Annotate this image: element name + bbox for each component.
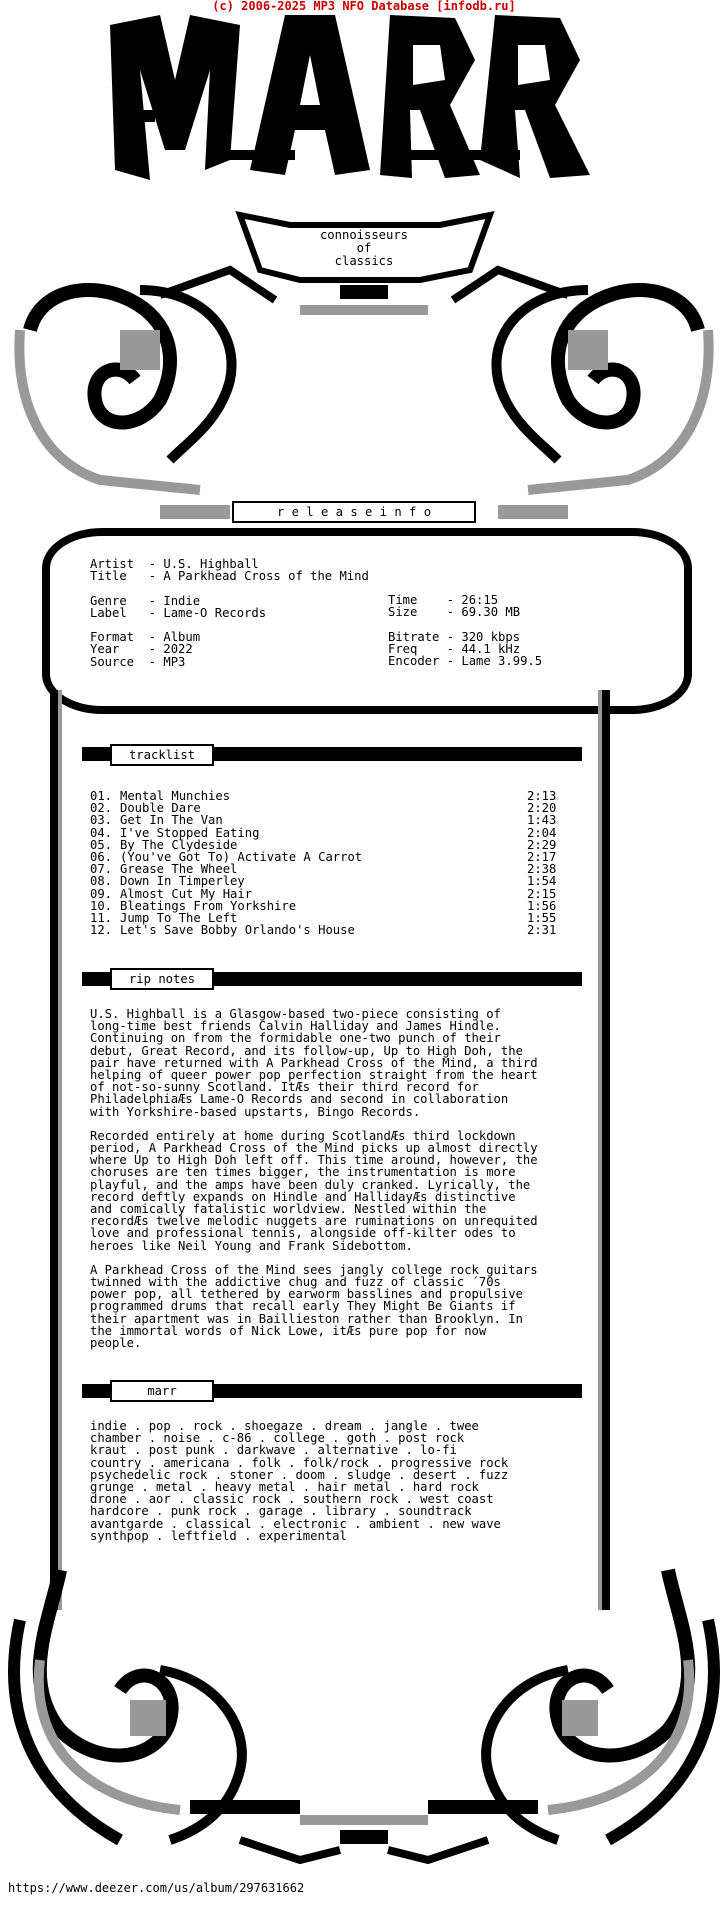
track-time: 1:56 — [527, 898, 557, 913]
track-row — [90, 814, 570, 826]
track-time: 2:29 — [527, 837, 557, 852]
track-number: 04. — [90, 825, 113, 840]
footer-url[interactable]: https://www.deezer.com/us/album/297631662 — [8, 1881, 305, 1895]
tracklist-heading: tracklist — [110, 744, 214, 766]
genre-tags: indie . pop . rock . shoegaze . dream . jangle . twee chamber . noise . c-86 . college . goth . post rock kraut . post punk . darkwave . alternative . lo-fi country . americana . folk . folk/rock . progressive rock psychedelic rock . stoner . doom . sludge . desert . fuzz grunge . metal . heavy metal . hair metal . hard rock drone . aor . classic rock . southern rock . west coast hardcore . punk rock . garage . library . soundtrack avantgarde . classical . electronic . ambient . new wave synthpop . leftfield . experimental — [90, 1419, 509, 1543]
tagline-line-2: of — [356, 241, 372, 255]
track-title: Mental Munchies — [120, 789, 231, 803]
track-number: 01. — [90, 789, 113, 803]
left-pillar-shade — [58, 690, 62, 1610]
marr-logo-art — [0, 0, 728, 560]
track-number: 06. — [90, 849, 113, 864]
track-row — [90, 924, 570, 936]
release-label: Label - Lame-O Records — [90, 605, 267, 620]
track-number: 03. — [90, 813, 113, 828]
notes-paragraph-2: Recorded entirely at home during ScotlandÆs third lockdown period, A Parkhead Cross of the Mind picks up almost directly where Up to High Doh left off. This time around, however, the choruses are ten times bigger, the instrumentation is more playful, and the amps have been duly cranked. Lyrically, the record deftly expands on Hindle and HallidayÆs distinctive and comically fatalistic worldview. Nestled within the recordÆs twelve melodic nuggets are ruminations on unrequited love and professional tennis, alongside off-kilter odes to heroes like Neil Young and Frank Sidebottom. — [90, 1128, 538, 1253]
track-title: Double Dare — [120, 801, 201, 816]
track-title: Almost Cut My Hair — [120, 886, 253, 901]
track-time: 2:15 — [527, 886, 557, 901]
release-freq: Freq - 44.1 kHz — [388, 641, 521, 656]
track-time: 2:17 — [527, 849, 557, 864]
track-row — [90, 827, 570, 839]
track-title: By The Clydeside — [120, 837, 238, 852]
release-right-col — [388, 594, 542, 667]
track-title: I've Stopped Eating — [120, 825, 260, 840]
release-title: Title - A Parkhead Cross of the Mind — [90, 569, 369, 584]
bottom-ornament-art — [0, 1560, 728, 1880]
tagline-line-1: connoisseurs — [319, 228, 409, 242]
track-time: 2:38 — [527, 862, 557, 877]
track-time: 1:43 — [527, 813, 557, 828]
track-title: Jump To The Left — [120, 910, 238, 925]
release-encoder: Encoder - Lame 3.99.5 — [388, 654, 543, 669]
logo-tagline — [280, 229, 448, 268]
bottom-ornament-left — [14, 1570, 242, 1840]
tagline-line-3: classics — [334, 254, 394, 268]
track-time: 1:54 — [527, 874, 557, 889]
release-format: Format - Album — [90, 630, 201, 645]
track-number: 02. — [90, 801, 113, 816]
track-time: 2:31 — [527, 923, 557, 938]
track-time: 2:13 — [527, 789, 557, 803]
track-time: 2:04 — [527, 825, 557, 840]
release-size: Size - 69.30 MB — [388, 605, 521, 620]
track-number: 05. — [90, 837, 113, 852]
track-row — [90, 875, 570, 887]
track-number: 12. — [90, 923, 113, 938]
right-pillar — [602, 690, 610, 1610]
rip-notes — [90, 1008, 538, 1349]
left-pillar — [50, 690, 58, 1610]
tracklist — [90, 790, 570, 936]
track-number: 09. — [90, 886, 113, 901]
track-title: Bleatings From Yorkshire — [120, 898, 297, 913]
track-row — [90, 888, 570, 900]
release-time: Time - 26:15 — [388, 593, 499, 607]
release-left-col — [90, 558, 369, 668]
track-title: Get In The Van — [120, 813, 223, 828]
rip-notes-heading: rip notes — [110, 968, 214, 990]
logo-letters — [110, 15, 590, 180]
notes-paragraph-1: U.S. Highball is a Glasgow-based two-piece consisting of long-time best friends Calvin Halliday and James Hindle. Continuing on from the formidable one-two punch of their debut, Great Record, and its follow-up, Up to High Doh, the pair have returned with A Parkhead Cross of the Mind, a third helping of queer power pop perfection straight from the heart of not-so-sunny Scotland. ItÆs their third record for PhiladelphiaÆs Lame-O Records and second in collaboration with Yorkshire-based upstarts, Bingo Records. — [90, 1007, 538, 1119]
notes-paragraph-3: A Parkhead Cross of the Mind sees jangly college rock guitars twinned with the addictive chug and fuzz of classic ´70s power pop, all tethered by earworm basslines and propulsive programmed drums that recall early They Might Be Giants if their apartment was in Baillieston rather than Brooklyn. In the immortal words of Nick Lowe, itÆs pure pop for now people. — [90, 1262, 538, 1351]
release-bitrate: Bitrate - 320 kbps — [388, 629, 521, 644]
bottom-ornament-right — [486, 1570, 714, 1840]
track-time: 2:20 — [527, 801, 557, 816]
track-title: Grease The Wheel — [120, 862, 238, 877]
track-title: Let's Save Bobby Orlando's House — [120, 923, 355, 938]
track-number: 10. — [90, 898, 113, 913]
ornament-right — [453, 270, 709, 490]
marr-heading: marr — [110, 1380, 214, 1402]
release-genre: Genre - Indie — [90, 593, 201, 608]
track-title: Down In Timperley — [120, 874, 245, 889]
track-number: 11. — [90, 910, 113, 925]
release-source: Source - MP3 — [90, 654, 186, 669]
track-number: 08. — [90, 874, 113, 889]
release-year: Year - 2022 — [90, 642, 193, 657]
track-time: 1:55 — [527, 910, 557, 925]
header-credit: (c) 2006-2025 MP3 NFO Database [infodb.ru] — [212, 0, 516, 13]
track-number: 07. — [90, 862, 113, 877]
track-title: (You've Got To) Activate A Carrot — [120, 849, 363, 864]
release-info-heading: r e l e a s e i n f o — [232, 501, 476, 523]
release-artist: Artist - U.S. Highball — [90, 557, 259, 571]
ornament-left — [19, 270, 275, 490]
